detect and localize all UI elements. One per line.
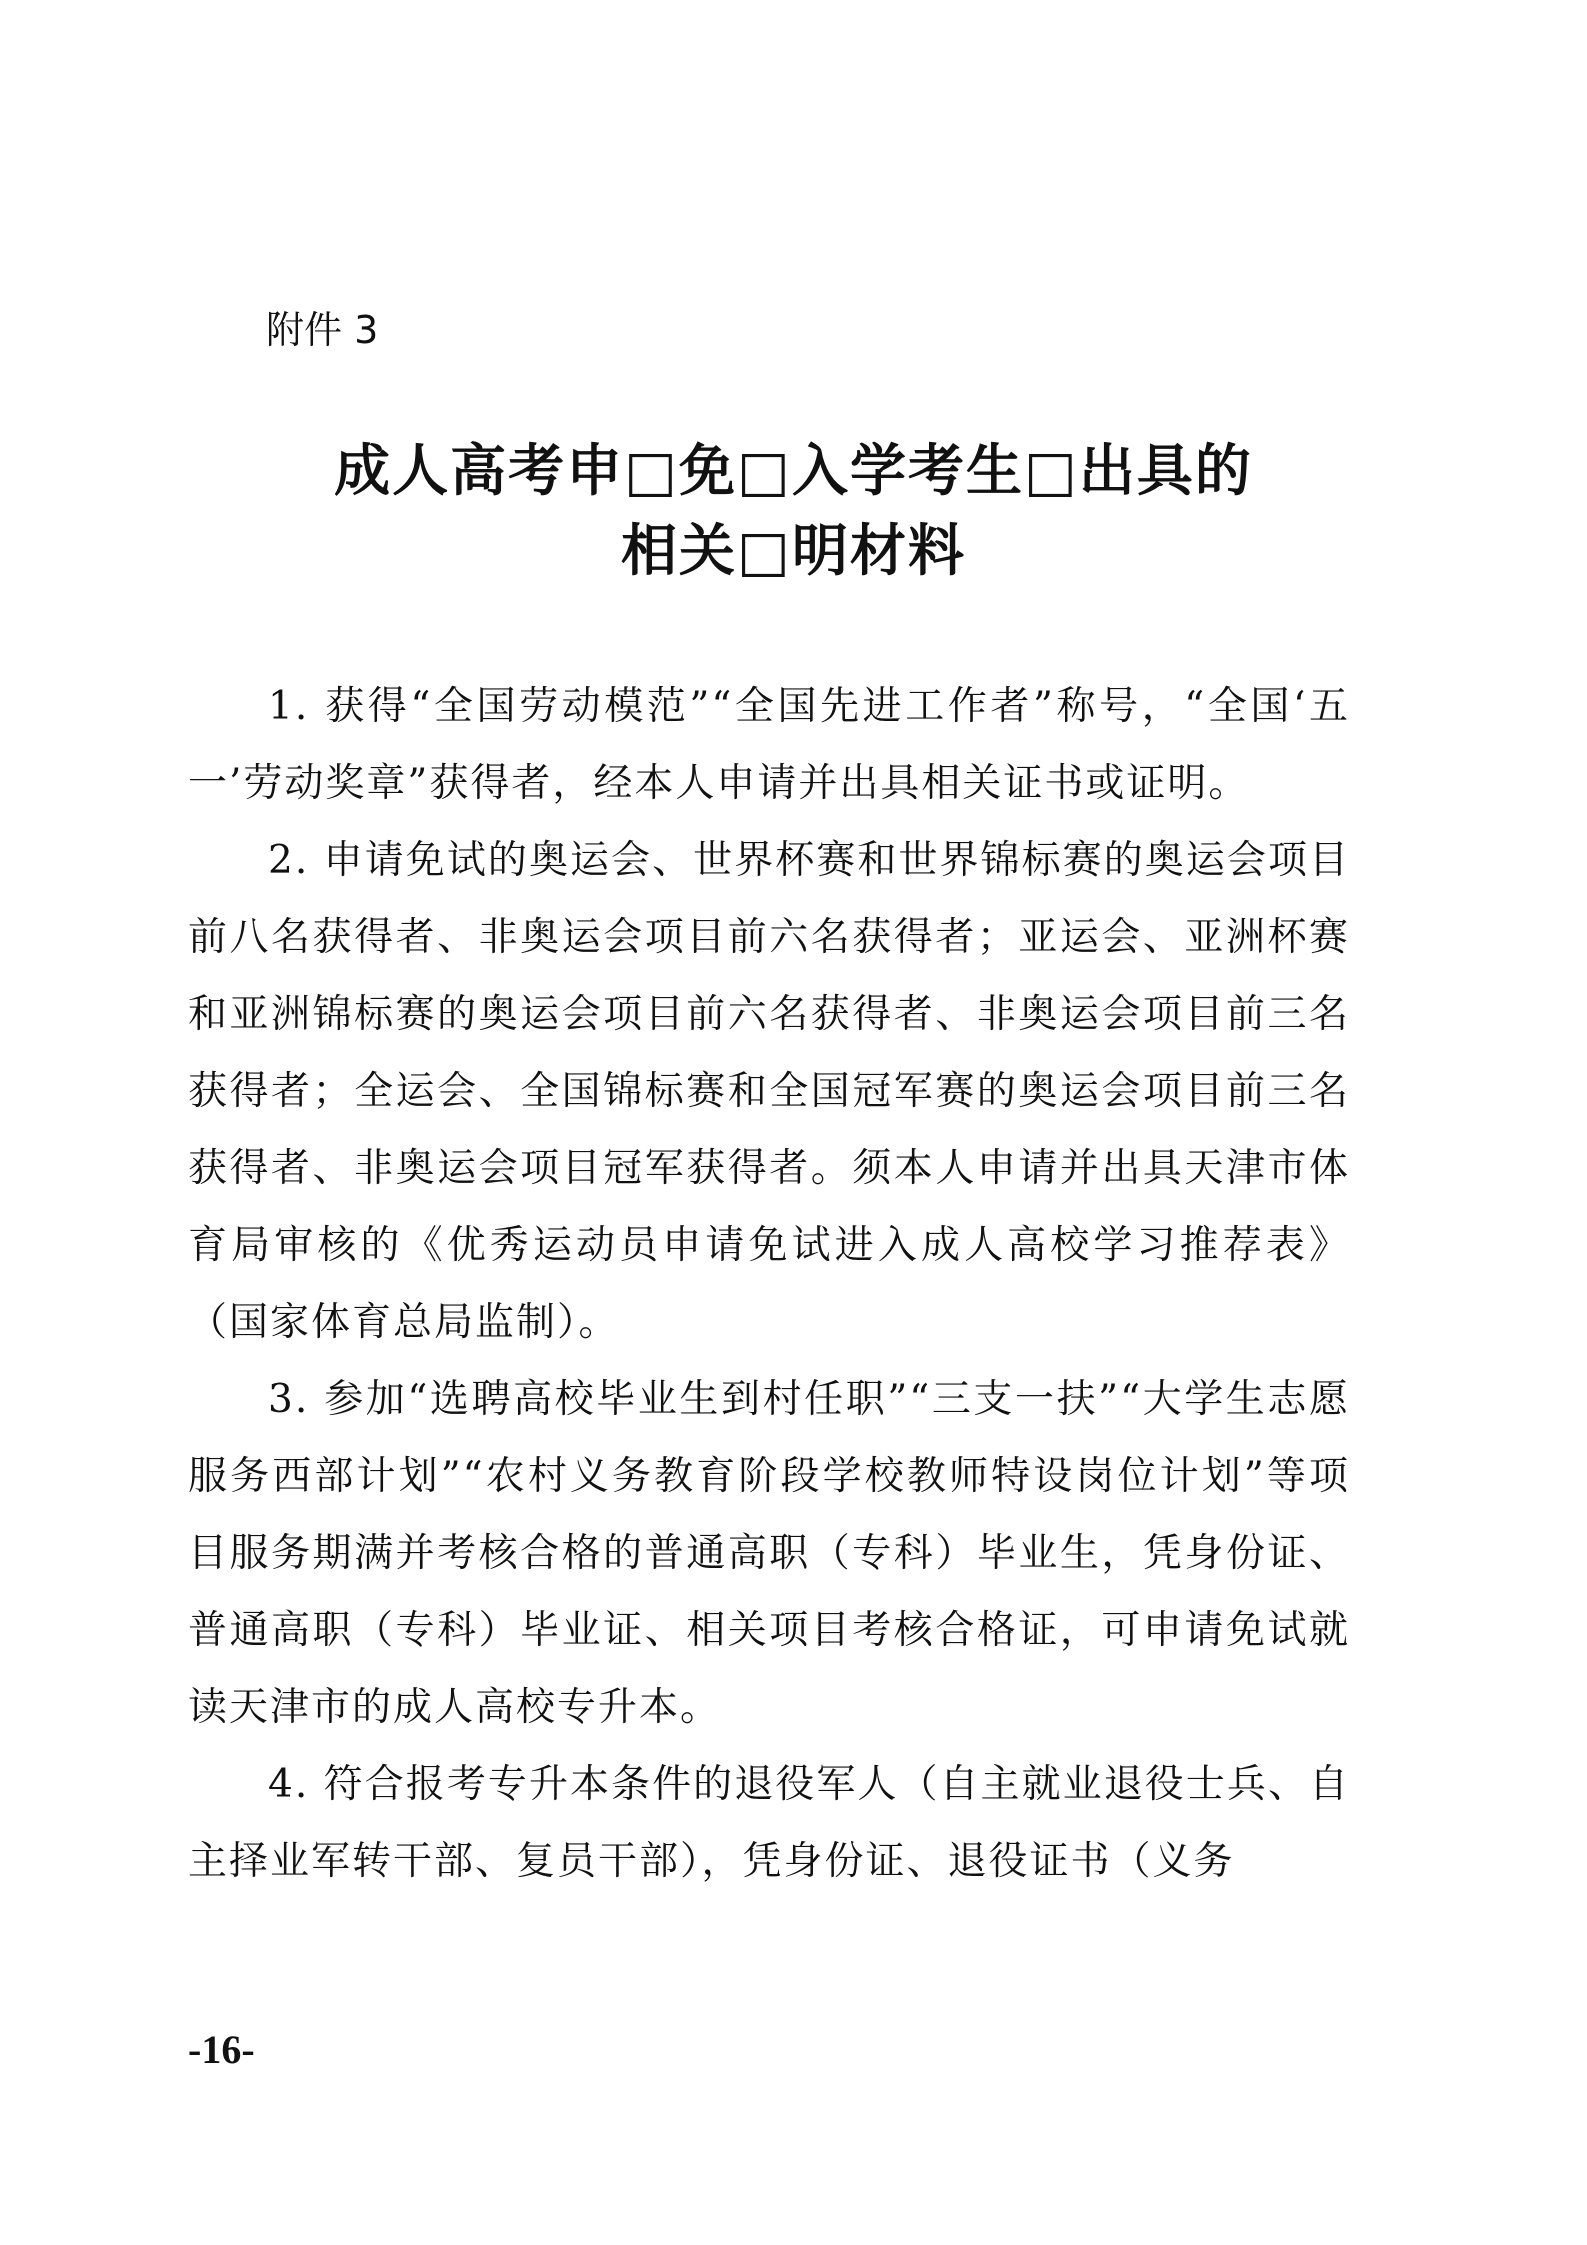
page-number: -16- — [188, 2027, 255, 2072]
paragraph-3: 3. 参加“选聘高校毕业生到村任职”“三支一扶”“大学生志愿服务西部计划”“农村义务教育阶段学校教师特设岗位计划”等项目服务期满并考核合格的普通高职（专科）毕业生，凭身份证、普通高职（专科）毕业证、相关项目考核合格证，可申请免试就读天津市的成人高校专升本。 — [188, 1377, 1350, 1730]
paragraph-4: 4. 符合报考专升本条件的退役军人（自主就业退役士兵、自主择业军转干部、复员干部），凭身份证、退役证书（义务 — [188, 1762, 1350, 1884]
attachment-label: 附件 3 — [266, 308, 379, 352]
paragraph-1: 1. 获得“全国劳动模范”“全国先进工作者”称号，“全国‘五一’劳动奖章”获得者，经本人申请并出具相关证书或证明。 — [188, 684, 1350, 806]
paragraph-2: 2. 申请免试的奥运会、世界杯赛和世界锦标赛的奥运会项目前八名获得者、非奥运会项目前六名获得者；亚运会、亚洲杯赛和亚洲锦标赛的奥运会项目前六名获得者、非奥运会项目前三名获得者；全运会、全国锦标赛和全国冠军赛的奥运会项目前三名获得者、非奥运会项目冠军获得者。须本人申请并出具天津市体育局审核的《优秀运动员申请免试进入成人高校学习推荐表》（国家体育总局监制）。 — [188, 838, 1350, 1345]
document-body — [188, 668, 1350, 1900]
document-title-line-2: 相关□明材料 — [621, 519, 966, 584]
document-title-line-1: 成人高考申□免□入学考生□出具的 — [334, 439, 1253, 504]
